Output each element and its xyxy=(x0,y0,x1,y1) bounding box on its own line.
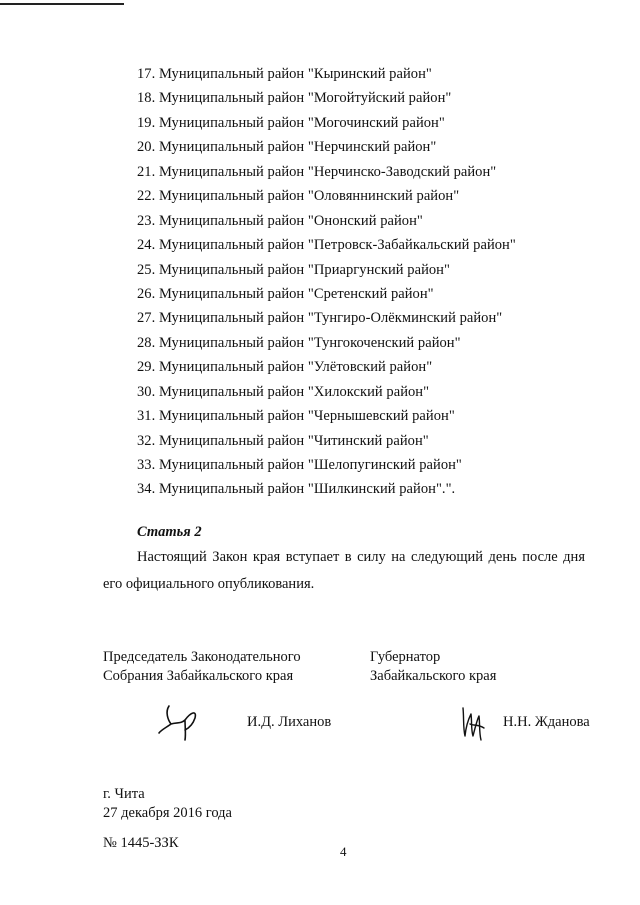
list-item: 32. Муниципальный район "Читинский район" xyxy=(137,432,429,449)
list-item: 23. Муниципальный район "Ононский район" xyxy=(137,212,423,229)
list-item: 20. Муниципальный район "Нерчинский район" xyxy=(137,139,437,156)
list-item: 22. Муниципальный район "Оловяннинский район" xyxy=(137,188,460,205)
list-item: 17. Муниципальный район "Кыринский район" xyxy=(137,66,432,82)
list-item: 33. Муниципальный район "Шелопугинский район" xyxy=(137,457,462,473)
article-title: Статья 2 xyxy=(137,524,202,540)
list-item: 27. Муниципальный район "Тунгиро-Олёкминский район" xyxy=(137,310,503,327)
list-item: 19. Муниципальный район "Могочинский район" xyxy=(137,114,445,131)
list-item: 21. Муниципальный район "Нерчинско-Заводский район" xyxy=(137,163,497,180)
list-item: 25. Муниципальный район "Приаргунский район" xyxy=(137,261,450,278)
governor-title: Губернатор Забайкальского края xyxy=(370,649,497,684)
governor-name: Н.Н. Жданова xyxy=(503,714,590,730)
list-item: 26. Муниципальный район "Сретенский район" xyxy=(137,285,434,302)
document-number: № 1445-ЗЗК xyxy=(103,835,179,851)
page-number: 4 xyxy=(340,844,347,859)
list-item: 24. Муниципальный район "Петровск-Забайкальский район" xyxy=(137,237,516,254)
governor-signature xyxy=(458,702,488,744)
list-item: 31. Муниципальный район "Чернышевский район" xyxy=(137,408,455,425)
chairman-name: И.Д. Лиханов xyxy=(247,714,332,730)
list-item: 28. Муниципальный район "Тунгокоченский район" xyxy=(137,334,461,351)
date: 27 декабря 2016 года xyxy=(103,805,232,821)
place: г. Чита xyxy=(103,786,145,802)
list-item: 29. Муниципальный район "Улётовский район" xyxy=(137,359,433,376)
chairman-title: Председатель Законодательного Собрания Забайкальского края xyxy=(103,649,301,684)
district-list xyxy=(137,62,516,502)
list-item: 30. Муниципальный район "Хилокский район" xyxy=(137,383,430,400)
place-date xyxy=(103,785,232,823)
list-item: 18. Муниципальный район "Могойтуйский район" xyxy=(137,90,452,107)
top-rule xyxy=(0,3,124,5)
list-item: 34. Муниципальный район "Шилкинский район".". xyxy=(137,481,456,498)
article-text: Настоящий Закон края вступает в силу на следующий день после дня его официального опубликования. xyxy=(103,549,585,592)
chairman-signature xyxy=(155,700,201,744)
